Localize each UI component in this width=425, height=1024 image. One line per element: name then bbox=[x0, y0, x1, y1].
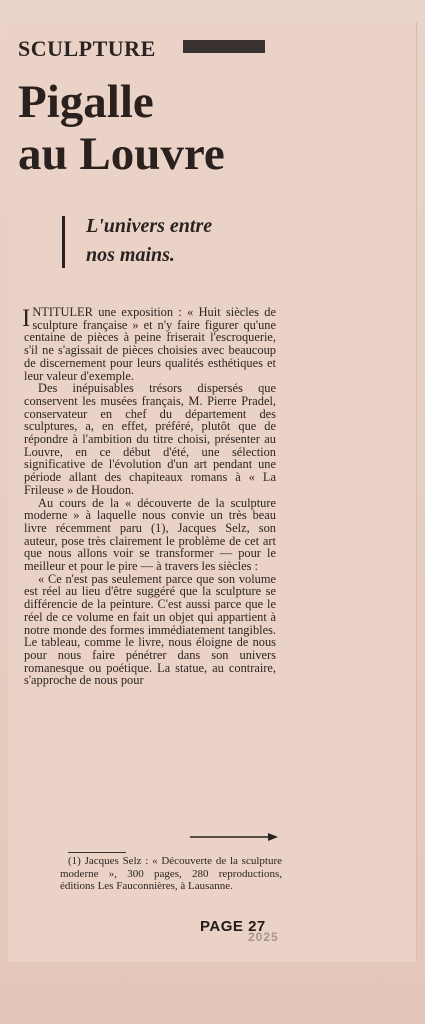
deck-line-2: nos mains. bbox=[86, 244, 175, 266]
article-body bbox=[24, 306, 276, 687]
body-paragraph-text: NTITULER une exposition : « Huit siècles de sculpture française » et n'y faire figurer qu'une centaine de pièces à peine friserait l'escroquerie, s'il ne s'agissait de pièces choisies avec beaucoup de discernement pour leurs qualités esthétiques et leur valeur d'exemple. bbox=[24, 305, 276, 383]
faded-stamp: 2025 bbox=[248, 930, 279, 944]
body-paragraph bbox=[24, 306, 276, 382]
body-paragraph: Au cours de la « découverte de la sculpture moderne » à laquelle nous convie un très beau livre récemment paru (1), Jacques Selz, son auteur, pose très clairement le problème de cet art que nous allons voir se transformer — pour le meilleur et pour le pire — à travers les siècles : bbox=[24, 495, 276, 574]
article-deck bbox=[86, 212, 286, 270]
footnote-text: (1) Jacques Selz : « Découverte de la sculpture moderne », 300 pages, 280 reproductions, éditions Les Fauconnières, à Lausanne. bbox=[60, 855, 282, 893]
body-paragraph: Des inépuisables trésors dispersés que conservent les musées français, M. Pierre Pradel, conservateur en chef du département des sculptures, a, en effet, préféré, plutôt que de répondre à l'ambition du titre choisi, présenter au Louvre, en ce début d'été, une sélection significative de l'évolution d'un art pendant une période allant des chapiteaux romans à « La Frileuse » de Houdon. bbox=[24, 381, 276, 497]
continued-arrow-icon bbox=[190, 832, 278, 842]
headline-line-1: Pigalle bbox=[18, 76, 154, 128]
body-paragraph: « Ce n'est pas seulement parce que son volume est réel au lieu d'être suggéré que la sculpture se différencie de la peinture. C'est aussi parce que le réel de ce volume en fait un objet qui appartient à notre monde des formes immédiatement tangibles. Le tableau, comme le livre, nous éloigne de nous pour nous faire pénétrer dans son univers romanesque ou poétique. La statue, au contraire, s'approche de nous pour bbox=[24, 571, 276, 688]
drop-cap: I bbox=[22, 305, 31, 332]
headline-line-2: au Louvre bbox=[18, 128, 225, 180]
deck-line-1: L'univers entre bbox=[86, 215, 213, 237]
rubric-bar bbox=[183, 40, 265, 53]
section-rubric: SCULPTURE bbox=[18, 36, 156, 61]
deck-rule bbox=[62, 216, 65, 268]
page-number: PAGE 27 bbox=[200, 918, 266, 935]
footnote bbox=[60, 855, 282, 893]
article-headline bbox=[18, 76, 398, 180]
footnote-rule bbox=[68, 852, 126, 853]
